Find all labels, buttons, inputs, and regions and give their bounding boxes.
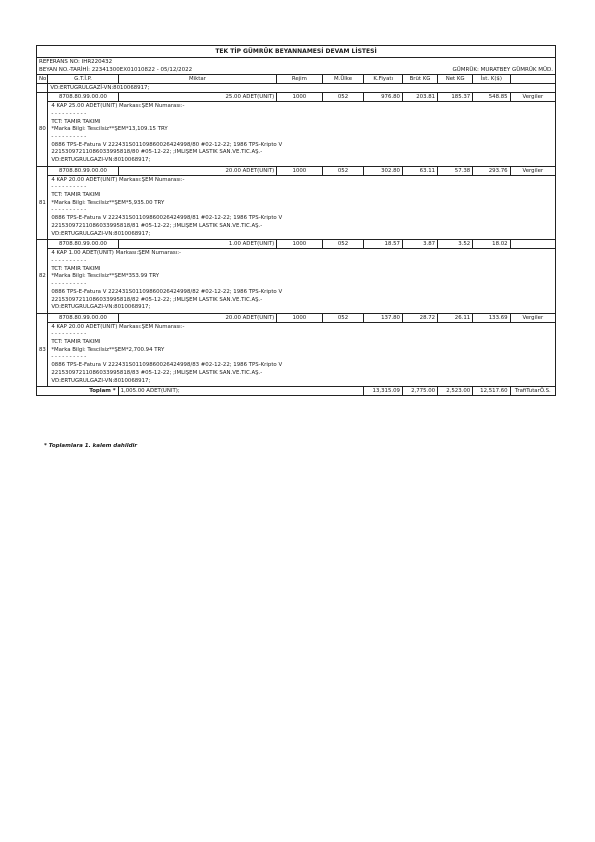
col-fiyat: K.Fiyatı — [364, 75, 403, 84]
description-line: TCT: TAMİR TAKIMI — [51, 339, 101, 346]
item-number: 82 — [37, 240, 48, 314]
description-line: *Marka Bilgi: Tescilsiz**ŞEM*2,700.94 TRY — [51, 346, 165, 353]
document-title: TEK TİP GÜMRÜK BEYANNAMESİ DEVAM LİSTESİ — [36, 45, 556, 57]
col-ulke: M.Ülke — [322, 75, 364, 84]
total-fiyat: 13,315.09 — [364, 387, 403, 396]
item-row — [37, 313, 556, 322]
item-number: 80 — [37, 93, 48, 167]
item-net: 185.37 — [438, 93, 473, 102]
item-row — [37, 166, 556, 175]
description-line: - - - - - - - - - - — [51, 110, 87, 117]
item-fiyat: 302.80 — [364, 166, 403, 175]
description-line: - - - - - - - - - - — [51, 354, 87, 361]
item-description-row — [37, 102, 556, 167]
item-fiyat: 137.80 — [364, 313, 403, 322]
description-line: 0886 TPS-E-Fatura V 222431S01109860026424998/83 #02-12-22; 1986 TPS-Kripto V — [51, 362, 283, 369]
description-line: 4 KAP 20.00 ADET(UNIT) Markası:ŞEM Numarası:- — [51, 176, 185, 183]
description-line: - - - - - - - - - - — [51, 257, 87, 264]
item-ist: 133.69 — [473, 313, 510, 322]
col-net: Net KG — [438, 75, 473, 84]
col-brut: Brüt KG — [402, 75, 437, 84]
description-line: 22153097211086033995818/81 #05-12-22; ;İMLİŞEM LASTİK SAN.VE.TİC.AŞ.- — [51, 222, 263, 229]
description-line: VD:ERTUGRULGAZİ-VN:8010068917; — [51, 304, 151, 311]
description-line: VD:ERTUGRULGAZİ-VN:8010068917; — [51, 156, 151, 163]
declaration-sheet — [36, 45, 556, 396]
vd-text: VD:ERTUGRULGAZİ-VN:8010068917; — [48, 84, 556, 93]
item-description-row — [37, 249, 556, 314]
item-ulke: 052 — [322, 240, 364, 249]
description-line: TCT: TAMİR TAKIMI — [51, 118, 101, 125]
item-ulke: 052 — [322, 93, 364, 102]
description-line: 0886 TPS-E-Fatura V 222431S01109860026424998/82 #02-12-22; 1986 TPS-Kripto V — [51, 288, 283, 295]
item-miktar: 20.00 ADET(UNIT) — [118, 166, 277, 175]
description-line: *Marka Bilgi: Tescilsiz**ŞEM*13,109.15 TRY — [51, 126, 168, 133]
item-brut: 203.81 — [402, 93, 437, 102]
total-ist: 12,517.60 — [473, 387, 510, 396]
header-info — [36, 57, 556, 74]
description-line: 4 KAP 1.00 ADET(UNIT) Markası:ŞEM Numarası:- — [51, 250, 182, 257]
col-extra — [510, 75, 555, 84]
item-row — [37, 240, 556, 249]
total-brut: 2,775.00 — [402, 387, 437, 396]
item-gtip: 8708.80.99.00.00 — [48, 313, 118, 322]
item-number: 83 — [37, 313, 48, 387]
item-vergi — [510, 240, 555, 249]
description-line: *Marka Bilgi: Tescilsiz**ŞEM*5,935.00 TRY — [51, 199, 165, 206]
description-line: 0886 TPS-E-Fatura V 222431S01109860026424998/80 #02-12-22; 1986 TPS-Kripto V — [51, 141, 283, 148]
vd-row — [37, 84, 556, 93]
item-description — [48, 322, 556, 387]
item-vergi: Vergiler — [510, 166, 555, 175]
item-description-row — [37, 175, 556, 240]
item-fiyat: 976.80 — [364, 93, 403, 102]
item-brut: 63.11 — [402, 166, 437, 175]
description-line: TCT: TAMİR TAKIMI — [51, 192, 101, 199]
item-net: 3.52 — [438, 240, 473, 249]
item-rejim: 1000 — [277, 166, 322, 175]
col-gtip: G.T.İ.P. — [48, 75, 118, 84]
description-line: *Marka Bilgi: Tescilsiz**ŞEM*353.99 TRY — [51, 273, 160, 280]
col-ist: İst. K($) — [473, 75, 510, 84]
item-ulke: 052 — [322, 166, 364, 175]
description-line: VD:ERTUGRULGAZİ-VN:8010068917; — [51, 377, 151, 384]
item-brut: 3.87 — [402, 240, 437, 249]
item-miktar: 25.00 ADET(UNIT) — [118, 93, 277, 102]
item-ist: 548.85 — [473, 93, 510, 102]
description-line: - - - - - - - - - - — [51, 207, 87, 214]
item-ulke: 052 — [322, 313, 364, 322]
description-line: 4 KAP 20.00 ADET(UNIT) Markası:ŞEM Numarası:- — [51, 323, 185, 330]
description-line: 22153097211086033995818/80 #05-12-22; ;İMLİŞEM LASTİK SAN.VE.TİC.AŞ.- — [51, 149, 263, 156]
description-line: - - - - - - - - - - — [51, 331, 87, 338]
item-gtip: 8708.80.99.00.00 — [48, 240, 118, 249]
item-number: 81 — [37, 166, 48, 240]
items-table — [36, 74, 556, 396]
col-miktar: Miktar — [118, 75, 277, 84]
footnote: * Toplamlara 1. kalem dahildir — [44, 443, 138, 449]
total-net: 2,523.00 — [438, 387, 473, 396]
description-line: VD:ERTUGRULGAZİ-VN:8010068917; — [51, 230, 151, 237]
col-no: No — [37, 75, 48, 84]
declaration-number: BEYAN NO.-TARİHİ: 22341300EX01010822 - 05/12/2022 — [37, 66, 297, 74]
item-net: 26.11 — [438, 313, 473, 322]
item-miktar: 1.00 ADET(UNIT) — [118, 240, 277, 249]
total-label: Toplam * — [37, 387, 119, 396]
column-header-row — [37, 75, 556, 84]
item-ist: 18.02 — [473, 240, 510, 249]
item-description — [48, 249, 556, 314]
item-brut: 28.72 — [402, 313, 437, 322]
customs-office: GÜMRÜK: MURATBEY GÜMRÜK MÜD. — [296, 66, 556, 74]
item-description-row — [37, 322, 556, 387]
item-vergi: Vergiler — [510, 93, 555, 102]
item-ist: 293.76 — [473, 166, 510, 175]
description-line: 0886 TPS-E-Fatura V 222431S01109860026424998/81 #02-12-22; 1986 TPS-Kripto V — [51, 215, 283, 222]
item-miktar: 20.00 ADET(UNIT) — [118, 313, 277, 322]
description-line: - - - - - - - - - - — [51, 133, 87, 140]
item-vergi: Vergiler — [510, 313, 555, 322]
reference-number: REFERANS NO: IHR220432 — [37, 58, 556, 67]
item-gtip: 8708.80.99.00.00 — [48, 166, 118, 175]
description-line: - - - - - - - - - - — [51, 280, 87, 287]
item-gtip: 8708.80.99.00.00 — [48, 93, 118, 102]
description-line: - - - - - - - - - - — [51, 184, 87, 191]
item-row — [37, 93, 556, 102]
col-rejim: Rejim — [277, 75, 322, 84]
item-description — [48, 175, 556, 240]
item-net: 57.38 — [438, 166, 473, 175]
total-miktar: 1,005.00 ADET(UNIT); — [118, 387, 364, 396]
description-line: 4 KAP 25.00 ADET(UNIT) Markası:ŞEM Numarası:- — [51, 103, 185, 109]
item-fiyat: 18.57 — [364, 240, 403, 249]
item-rejim: 1000 — [277, 93, 322, 102]
total-row — [37, 387, 556, 396]
total-extra: TrafiTutarÖ.S. — [510, 387, 555, 396]
item-rejim: 1000 — [277, 240, 322, 249]
item-description — [48, 102, 556, 167]
description-line: 22153097211086033995818/83 #05-12-22; ;İMLİŞEM LASTİK SAN.VE.TİC.AŞ.- — [51, 370, 263, 377]
description-line: TCT: TAMİR TAKIMI — [51, 265, 101, 272]
description-line: 22153097211086033995818/82 #05-12-22; ;İMLİŞEM LASTİK SAN.VE.TİC.AŞ.- — [51, 296, 263, 303]
item-rejim: 1000 — [277, 313, 322, 322]
